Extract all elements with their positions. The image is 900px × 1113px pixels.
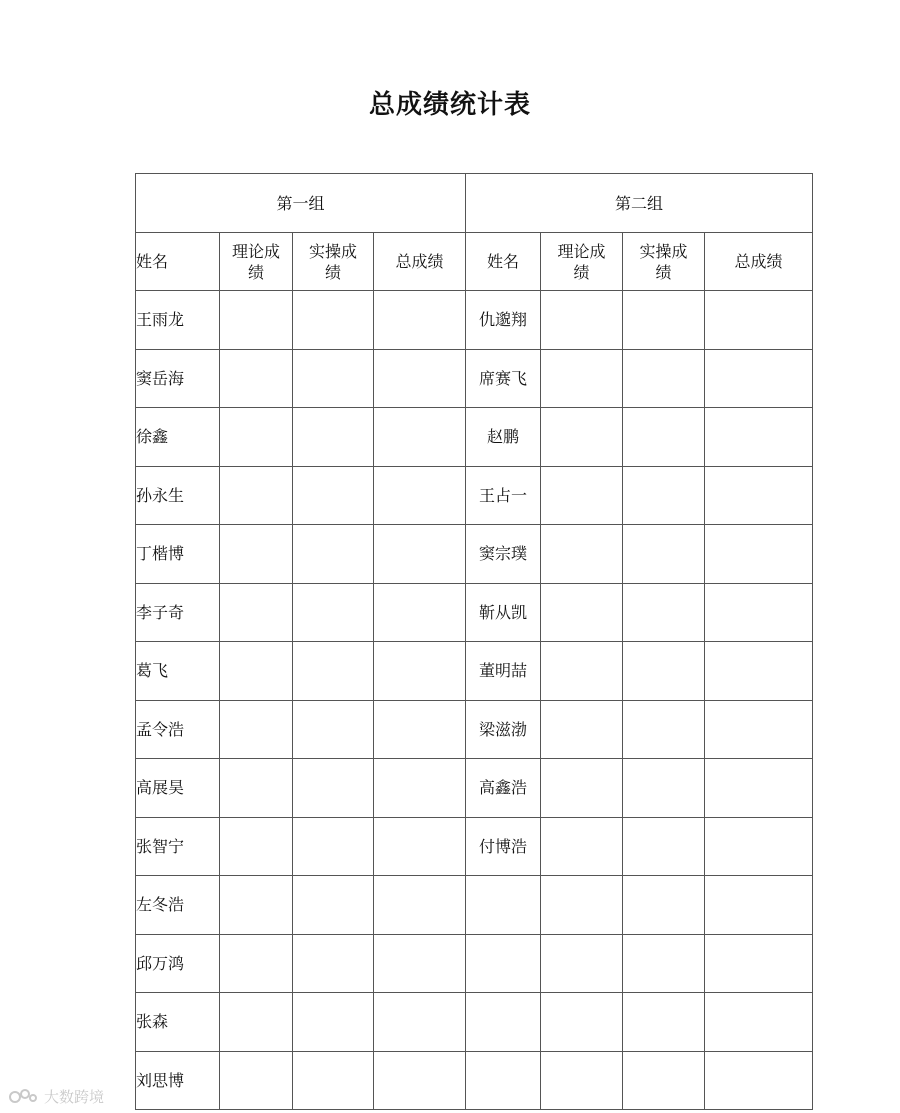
theory-header-line-1: 理论成 bbox=[231, 241, 280, 261]
group-two-total-score-cell bbox=[705, 408, 813, 467]
group-two-total-score-cell bbox=[705, 876, 813, 935]
table-body bbox=[136, 291, 813, 1110]
practice-score-column-header-group-two bbox=[623, 233, 705, 291]
group-two-theory-score-cell bbox=[541, 291, 623, 350]
group-one-total-score-cell bbox=[374, 642, 466, 701]
group-one-theory-score-cell bbox=[220, 408, 293, 467]
group-two-name-cell: 王占一 bbox=[466, 466, 541, 525]
group-two-name-cell: 赵鹏 bbox=[466, 408, 541, 467]
group-two-name-cell: 席赛飞 bbox=[466, 349, 541, 408]
group-two-theory-score-cell bbox=[541, 934, 623, 993]
group-two-practice-score-cell bbox=[623, 349, 705, 408]
column-header-row bbox=[136, 233, 813, 291]
watermark bbox=[8, 1085, 104, 1107]
group-two-theory-score-cell bbox=[541, 1051, 623, 1110]
table-row bbox=[136, 525, 813, 584]
group-one-total-score-cell bbox=[374, 466, 466, 525]
group-one-total-score-cell bbox=[374, 759, 466, 818]
name-column-header-group-two: 姓名 bbox=[466, 233, 541, 291]
group-one-practice-score-cell bbox=[293, 934, 374, 993]
group-one-name-cell: 左冬浩 bbox=[136, 876, 220, 935]
practice-header-line-2: 绩 bbox=[324, 262, 341, 282]
group-two-name-cell: 梁滋渤 bbox=[466, 700, 541, 759]
group-two-total-score-cell bbox=[705, 642, 813, 701]
group-one-total-score-cell bbox=[374, 1051, 466, 1110]
group-one-theory-score-cell bbox=[220, 349, 293, 408]
group-one-practice-score-cell bbox=[293, 525, 374, 584]
group-two-total-score-cell bbox=[705, 934, 813, 993]
group-one-name-cell: 刘思博 bbox=[136, 1051, 220, 1110]
group-one-total-score-cell bbox=[374, 525, 466, 584]
group-two-name-cell: 窦宗璞 bbox=[466, 525, 541, 584]
group-one-name-cell: 孟令浩 bbox=[136, 700, 220, 759]
group-one-name-cell: 张智宁 bbox=[136, 817, 220, 876]
group-two-theory-score-cell bbox=[541, 466, 623, 525]
table-row bbox=[136, 466, 813, 525]
practice-header-line-2: 绩 bbox=[655, 262, 672, 282]
group-one-total-score-cell bbox=[374, 583, 466, 642]
group-two-total-score-cell bbox=[705, 817, 813, 876]
group-header-row bbox=[136, 174, 813, 233]
watermark-text: 大数跨境 bbox=[44, 1087, 105, 1106]
group-two-practice-score-cell bbox=[623, 583, 705, 642]
group-one-practice-score-cell bbox=[293, 349, 374, 408]
table-row bbox=[136, 408, 813, 467]
group-one-name-cell: 丁楷博 bbox=[136, 525, 220, 584]
score-table bbox=[135, 173, 813, 1110]
group-one-practice-score-cell bbox=[293, 1051, 374, 1110]
group-one-name-cell: 孙永生 bbox=[136, 466, 220, 525]
group-one-practice-score-cell bbox=[293, 291, 374, 350]
watermark-logo-icon bbox=[8, 1087, 38, 1105]
group-two-practice-score-cell bbox=[623, 759, 705, 818]
group-two-practice-score-cell bbox=[623, 817, 705, 876]
group-one-theory-score-cell bbox=[220, 876, 293, 935]
group-one-practice-score-cell bbox=[293, 993, 374, 1052]
group-two-practice-score-cell bbox=[623, 642, 705, 701]
group-one-theory-score-cell bbox=[220, 525, 293, 584]
group-two-name-cell: 高鑫浩 bbox=[466, 759, 541, 818]
group-one-name-cell: 葛飞 bbox=[136, 642, 220, 701]
group-two-theory-score-cell bbox=[541, 642, 623, 701]
group-two-name-cell bbox=[466, 1051, 541, 1110]
group-one-total-score-cell bbox=[374, 934, 466, 993]
name-column-header: 姓名 bbox=[136, 233, 220, 291]
table-row bbox=[136, 1051, 813, 1110]
practice-header-line-1: 实操成 bbox=[639, 241, 688, 261]
theory-header-line-1: 理论成 bbox=[557, 241, 606, 261]
group-one-practice-score-cell bbox=[293, 642, 374, 701]
group-two-name-cell: 董明喆 bbox=[466, 642, 541, 701]
group-one-total-score-cell bbox=[374, 817, 466, 876]
group-one-theory-score-cell bbox=[220, 291, 293, 350]
group-two-theory-score-cell bbox=[541, 817, 623, 876]
group-one-theory-score-cell bbox=[220, 1051, 293, 1110]
group-one-theory-score-cell bbox=[220, 466, 293, 525]
group-two-name-cell: 靳从凯 bbox=[466, 583, 541, 642]
group-two-theory-score-cell bbox=[541, 993, 623, 1052]
group-one-theory-score-cell bbox=[220, 759, 293, 818]
group-two-practice-score-cell bbox=[623, 993, 705, 1052]
group-one-name-cell: 窦岳海 bbox=[136, 349, 220, 408]
group-two-total-score-cell bbox=[705, 291, 813, 350]
group-one-theory-score-cell bbox=[220, 993, 293, 1052]
group-two-name-cell: 付博浩 bbox=[466, 817, 541, 876]
group-one-name-cell: 邱万鸿 bbox=[136, 934, 220, 993]
group-one-total-score-cell bbox=[374, 349, 466, 408]
group-two-theory-score-cell bbox=[541, 408, 623, 467]
practice-score-column-header bbox=[293, 233, 374, 291]
table-row bbox=[136, 583, 813, 642]
group-two-name-cell bbox=[466, 993, 541, 1052]
group-one-practice-score-cell bbox=[293, 759, 374, 818]
group-two-total-score-cell bbox=[705, 525, 813, 584]
group-one-total-score-cell bbox=[374, 700, 466, 759]
group-two-practice-score-cell bbox=[623, 525, 705, 584]
group-one-total-score-cell bbox=[374, 291, 466, 350]
group-two-total-score-cell bbox=[705, 1051, 813, 1110]
practice-header-line-1: 实操成 bbox=[308, 241, 357, 261]
table-row bbox=[136, 700, 813, 759]
group-one-theory-score-cell bbox=[220, 934, 293, 993]
group-two-total-score-cell bbox=[705, 993, 813, 1052]
group-one-practice-score-cell bbox=[293, 817, 374, 876]
table-row bbox=[136, 993, 813, 1052]
theory-score-column-header bbox=[220, 233, 293, 291]
group-two-theory-score-cell bbox=[541, 583, 623, 642]
group-one-practice-score-cell bbox=[293, 466, 374, 525]
group-two-practice-score-cell bbox=[623, 934, 705, 993]
group-one-theory-score-cell bbox=[220, 583, 293, 642]
group-two-name-cell: 仇邈翔 bbox=[466, 291, 541, 350]
group-two-total-score-cell bbox=[705, 700, 813, 759]
table-row bbox=[136, 349, 813, 408]
table-row bbox=[136, 291, 813, 350]
theory-header-line-2: 绩 bbox=[573, 262, 590, 282]
table-row bbox=[136, 934, 813, 993]
table-row bbox=[136, 817, 813, 876]
group-one-name-cell: 高展昊 bbox=[136, 759, 220, 818]
group-one-practice-score-cell bbox=[293, 408, 374, 467]
group-one-name-cell: 徐鑫 bbox=[136, 408, 220, 467]
group-two-theory-score-cell bbox=[541, 876, 623, 935]
group-two-practice-score-cell bbox=[623, 408, 705, 467]
group-two-total-score-cell bbox=[705, 759, 813, 818]
group-two-theory-score-cell bbox=[541, 525, 623, 584]
total-score-column-header: 总成绩 bbox=[374, 233, 466, 291]
group-two-theory-score-cell bbox=[541, 349, 623, 408]
group-one-practice-score-cell bbox=[293, 700, 374, 759]
page-title: 总成绩统计表 bbox=[368, 90, 531, 120]
group-one-total-score-cell bbox=[374, 993, 466, 1052]
group-one-practice-score-cell bbox=[293, 583, 374, 642]
group-one-theory-score-cell bbox=[220, 700, 293, 759]
group-two-total-score-cell bbox=[705, 349, 813, 408]
group-two-practice-score-cell bbox=[623, 700, 705, 759]
total-score-column-header-group-two: 总成绩 bbox=[705, 233, 813, 291]
group-two-practice-score-cell bbox=[623, 1051, 705, 1110]
group-one-theory-score-cell bbox=[220, 817, 293, 876]
group-one-name-cell: 李子奇 bbox=[136, 583, 220, 642]
group-two-theory-score-cell bbox=[541, 759, 623, 818]
group-two-theory-score-cell bbox=[541, 700, 623, 759]
group-two-total-score-cell bbox=[705, 583, 813, 642]
group-two-practice-score-cell bbox=[623, 876, 705, 935]
group-two-total-score-cell bbox=[705, 466, 813, 525]
group-one-total-score-cell bbox=[374, 876, 466, 935]
group-one-practice-score-cell bbox=[293, 876, 374, 935]
table-row bbox=[136, 642, 813, 701]
group-one-theory-score-cell bbox=[220, 642, 293, 701]
group-one-total-score-cell bbox=[374, 408, 466, 467]
table-row bbox=[136, 876, 813, 935]
group-one-name-cell: 王雨龙 bbox=[136, 291, 220, 350]
group-two-header: 第二组 bbox=[466, 174, 813, 233]
theory-header-line-2: 绩 bbox=[247, 262, 264, 282]
group-two-practice-score-cell bbox=[623, 291, 705, 350]
group-one-name-cell: 张森 bbox=[136, 993, 220, 1052]
group-one-header: 第一组 bbox=[136, 174, 466, 233]
theory-score-column-header-group-two bbox=[541, 233, 623, 291]
group-two-name-cell bbox=[466, 934, 541, 993]
table-row bbox=[136, 759, 813, 818]
group-two-practice-score-cell bbox=[623, 466, 705, 525]
group-two-name-cell bbox=[466, 876, 541, 935]
